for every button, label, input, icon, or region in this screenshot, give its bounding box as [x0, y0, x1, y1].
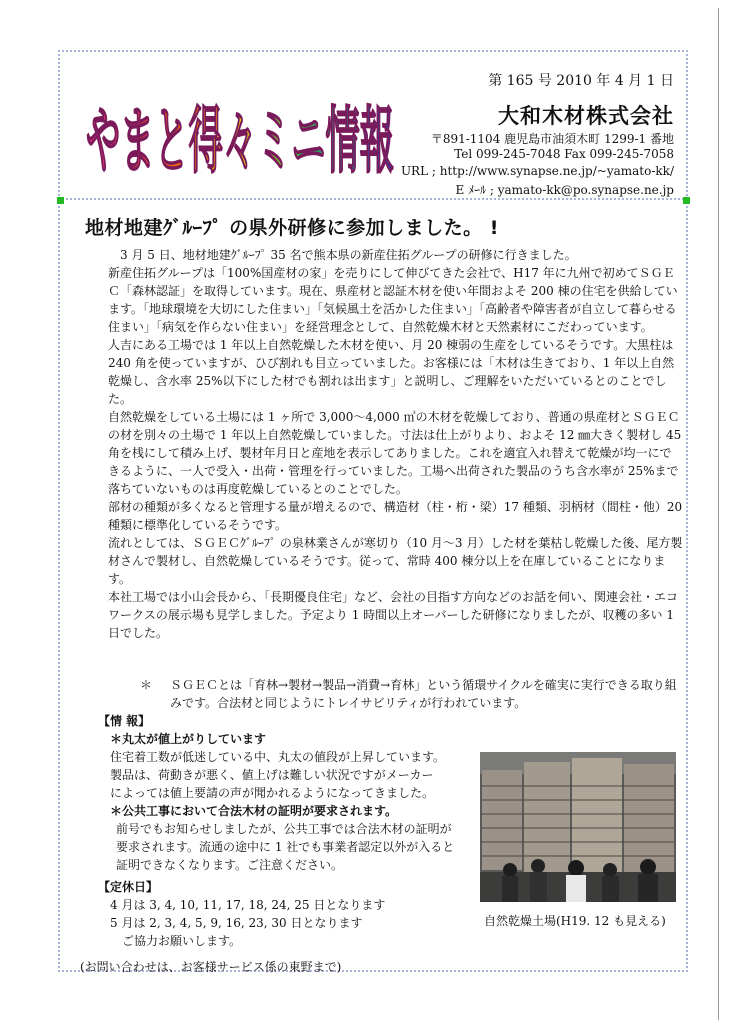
info-item1-line: 住宅着工数が低迷している中、丸太の値段が上昇しています。 — [110, 750, 446, 764]
info-item2-title: ＊公共工事において合法木材の証明が要求されます。 — [110, 804, 398, 818]
holiday-line: ご協力お願いします。 — [122, 934, 242, 948]
holiday-line: 4 月は 3, 4, 10, 11, 17, 18, 24, 25 日となります — [110, 898, 386, 912]
selection-handle-right[interactable] — [683, 197, 690, 204]
info-item2-line: 証明できなくなります。ご注意ください。 — [116, 858, 344, 872]
issue-date: 第 165 号 2010 年 4 月 1 日 — [488, 73, 674, 89]
company-url[interactable]: URL ; http://www.synapse.ne.jp/~yamato-kk/ — [400, 164, 674, 178]
article-paragraph: 新産住拓グループは「100%国産材の家」を売りにして伸びてきた会社で、H17 年に九州で初めてＳＧＥＣ「森林認証」を取得しています。現在、県産材と認証木材を使い年間およそ 200 棟の住宅を供給しています。「地球環境を大切にした住まい」「気候風土を活かした住まい」「高齢者や障害者が自立して暮らせる住まい」「病気を作らない住まい」を経営理念として、自然乾燥木材と天然素材にこだわっています。 — [108, 266, 678, 334]
article-paragraph: 人吉にある工場では 1 年以上自然乾燥した木材を使い、月 20 棟弱の生産をしているそうです。大黒柱は 240 角を使っていますが、ひび割れも目立っていました。お客様には「木材は生きており、1 年以上自然乾燥し、含水率 25%以下にした材でも割れは出ます」と説明し、ご理解をいただいているとのことでした。 — [108, 338, 675, 406]
info-item1-title: ＊丸太が値上がりしています — [110, 732, 267, 746]
sgec-note — [140, 676, 685, 712]
company-name: 大和木材株式会社 — [498, 104, 674, 128]
info-item2-line: 要求されます。流通の途中に 1 社でも事業者認定以外が入ると — [116, 840, 455, 854]
company-email[interactable]: E ﾒｰﾙ ; yamato-kk@po.synapse.ne.jp — [455, 183, 674, 197]
article-paragraph: 本社工場では小山会長から、「長期優良住宅」など、会社の目指す方向などのお話を伺い、関連会社・エコワークスの展示場も見学しました。予定より 1 時間以上オーバーした研修になりましたが、収穫の多い 1 日でした。 — [108, 590, 679, 640]
photo-caption: 自然乾燥土場(H19. 12 も見える) — [484, 914, 666, 928]
logo-title: やまと得々ミニ情報 — [86, 98, 394, 185]
article-paragraph: 部材の種類が多くなると管理する量が増えるので、構造材（柱・桁・梁）17 種類、羽柄材（間柱・他）20 種類に標準化しているそうです。 — [108, 500, 683, 532]
info-item2-line: 前号でもお知らせしましたが、公共工事では合法木材の証明が — [116, 822, 452, 836]
holiday-line: 5 月は 2, 3, 4, 5, 9, 16, 23, 30 日となります — [110, 916, 363, 930]
info-item1-line: によっては値上要請の声が聞かれるようになってきました。 — [110, 786, 435, 800]
company-tel-fax: Tel 099-245-7048 Fax 099-245-7058 — [454, 147, 674, 161]
article-body — [108, 246, 683, 642]
holiday-heading: 【定休日】 — [98, 880, 159, 894]
article-paragraph: 自然乾燥をしている土場には 1 ヶ所で 3,000～4,000 ㎥の木材を乾燥しており、普通の県産材とＳＧＥＣの材を別々の土場で 1 年以上自然乾燥していました。寸法は仕上がりより、およそ 12 ㎜大きく製材し 45 角を桟にして積み上げ、製材年月日と産地を表示してありました。これを適宜入れ替えて乾燥が均一にできるように、一人で受入・出荷・管理を行っていました。工場へ出荷された製品のうち含水率が 25%まで落ちていないものは再度乾燥しているとのことでした。 — [108, 410, 682, 496]
info-heading: 【情 報】 — [98, 714, 151, 728]
note-text: ＳＧＥＣとは「育林→製材→製品→消費→育林」という循環サイクルを確実に実行できる取り組みです。合法材と同じようにトレイサビリティが行われています。 — [170, 678, 677, 710]
page-edge-line — [718, 8, 719, 1020]
contact-footer: (お問い合わせは、お客様サービス係の東野まで) — [80, 960, 342, 974]
lumber-yard-photo — [480, 752, 676, 902]
article-paragraph: 流れとしては、ＳＧＥＣｸﾞﾙｰﾌﾟ の泉林業さんが寒切り（10 月～3 月）した材を葉枯し乾燥した後、尾方製材さんで製材し、自然乾燥しているそうです。従って、常時 400 棟分以上を在庫していることになります。 — [108, 536, 683, 586]
article-paragraph: 3 月 5 日、地材地建ｸﾞﾙｰﾌﾟ 35 名で熊本県の新産住拓グループの研修に行きました。 — [120, 248, 577, 262]
selection-handle-left[interactable] — [57, 197, 64, 204]
info-item1-line: 製品は、荷動きが悪く、値上げは難しい状況ですがメーカー — [110, 768, 434, 782]
article-title: 地材地建ｸﾞﾙｰﾌﾟ の県外研修に参加しました。 ! — [85, 217, 499, 239]
company-address: 〒891-1104 鹿児島市油須木町 1299-1 番地 — [430, 132, 674, 146]
newsletter-logo — [80, 58, 400, 198]
note-mark: ＊ — [140, 678, 153, 692]
